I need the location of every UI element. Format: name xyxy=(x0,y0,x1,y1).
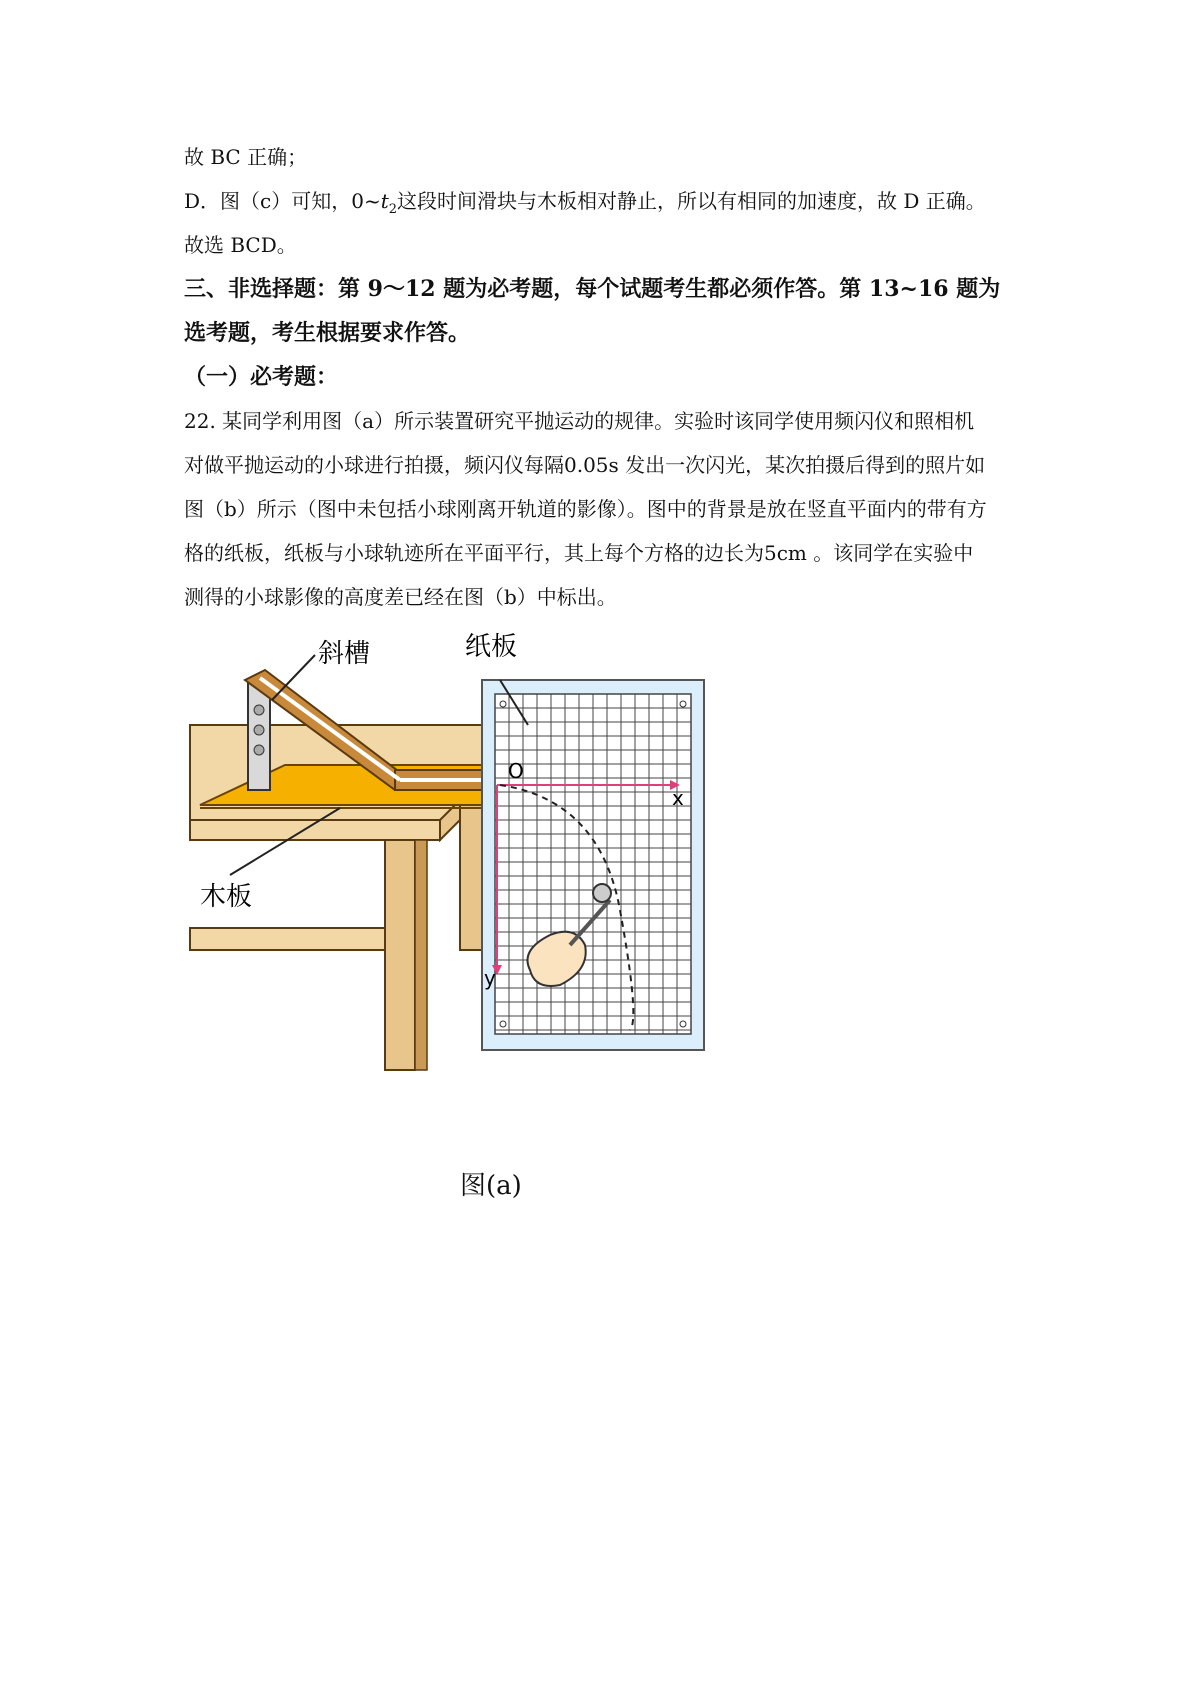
label-board: 木板 xyxy=(200,882,253,912)
text-line: 测得的小球影像的高度差已经在图（b）中标出。 xyxy=(184,585,617,609)
experiment-figure xyxy=(190,632,790,1220)
label-origin: O xyxy=(508,759,524,783)
text-line xyxy=(184,186,986,225)
subsection-heading: （一）必考题： xyxy=(184,364,339,390)
text-segment: D．图（c）可知，0~ xyxy=(184,189,381,213)
ball xyxy=(593,884,611,902)
text-line: 故选 BCD。 xyxy=(184,233,297,257)
text-line: 22. 某同学利用图（a）所示装置研究平抛运动的规律。实验时该同学使用频闪仪和照相机 xyxy=(184,409,975,433)
text-line: 对做平抛运动的小球进行拍摄，频闪仪每隔0.05s 发出一次闪光，某次拍摄后得到的照片如 xyxy=(184,453,986,477)
text-segment: 这段时间滑块与木板相对静止，所以有相同的加速度，故 D 正确。 xyxy=(397,189,986,213)
label-paper: 纸板 xyxy=(465,632,518,662)
symbol-subscript: 2 xyxy=(388,202,398,217)
label-x: x xyxy=(672,786,684,810)
grid-paper xyxy=(482,680,704,1050)
section-heading: 三、非选择题：第 9～12 题为必考题，每个试题考生都必须作答。第 13~16 题为 xyxy=(184,276,1001,302)
section-heading: 选考题，考生根据要求作答。 xyxy=(184,320,471,346)
label-y: y xyxy=(484,966,496,990)
symbol-t: t xyxy=(380,189,389,213)
label-chute: 斜槽 xyxy=(318,639,371,669)
figure-caption: 图(a) xyxy=(460,1171,522,1201)
text-line: 格的纸板，纸板与小球轨迹所在平面平行，其上每个方格的边长为5cm 。该同学在实验中 xyxy=(184,541,974,565)
text-line: 图（b）所示（图中未包括小球刚离开轨道的影像）。图中的背景是放在竖直平面内的带有方 xyxy=(184,497,987,521)
text-line: 故 BC 正确； xyxy=(184,145,308,169)
